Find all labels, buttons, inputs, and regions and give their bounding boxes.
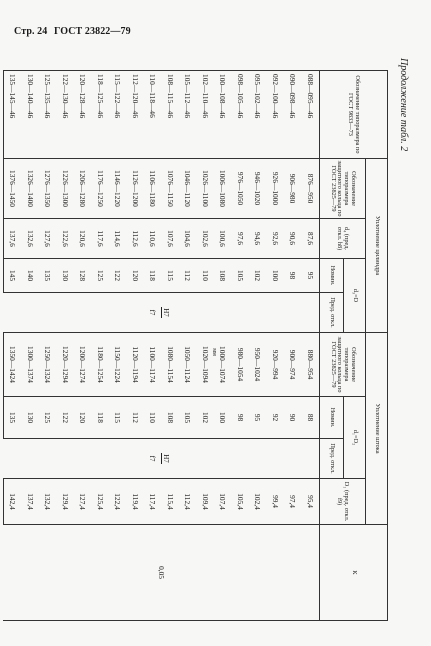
cell-d3-nom: 125 [92, 259, 110, 293]
cell-d1-nom: 112 [127, 397, 145, 439]
cell-D1: 102,4 [249, 479, 267, 525]
cell-cyl-ring: 1376—1450 [4, 159, 22, 219]
cell-d4: 90,6 [284, 219, 302, 259]
cell-d1-nom: 125 [39, 397, 57, 439]
cell-designation: 092—100—46 [267, 71, 285, 159]
cell-rod-ring: 1020—1094 [197, 333, 215, 397]
table-rotator [8, 70, 388, 620]
cell-D1: 117,4 [144, 479, 162, 525]
cell-designation: 125—135—46 [39, 71, 57, 159]
cell-rod-ring: 880—954 [302, 333, 320, 397]
header-d3-dev: Пред. откл. [320, 293, 344, 333]
cell-rod-ring: 1250—1324 [39, 333, 57, 397]
cell-d3-nom: 108 [214, 259, 232, 293]
cell-cyl-ring: 876—950 [302, 159, 320, 219]
cell-D1: 99,4 [267, 479, 285, 525]
cell-D1: 127,4 [74, 479, 92, 525]
fit-bottom: f7 [148, 309, 157, 316]
cell-cyl-ring: 1226—1300 [57, 159, 75, 219]
cell-designation: 102—110—46 [197, 71, 215, 159]
cell-rod-ring: 980—1054 [232, 333, 250, 397]
cell-designation: 135—145—46 [4, 71, 22, 159]
cell-D1: 125,4 [92, 479, 110, 525]
header-d3d: d₃=D [344, 259, 366, 333]
cell-d3-nom: 112 [179, 259, 197, 293]
cell-rod-ring: 1220—1294 [57, 333, 75, 397]
header-D1: D₁ (пред. откл. f9) [320, 479, 366, 525]
header-cyl-ring: Обозначение типоразмера защитного кольца по ГОСТ 23825—79 [320, 159, 366, 219]
cell-d3-nom: 135 [39, 259, 57, 293]
fit-top: H7 [162, 454, 170, 463]
cell-rod-ring: 1050—1124 [179, 333, 197, 397]
cell-rod-ring: 1200—1274 [74, 333, 92, 397]
cell-D1: 105,4 [232, 479, 250, 525]
cell-cyl-ring: 1176—1250 [92, 159, 110, 219]
cell-designation: 112—120—46 [127, 71, 145, 159]
cell-D1: 107,4 [214, 479, 232, 525]
cell-d1-nom: 88 [302, 397, 320, 439]
cell-designation: 095—102—46 [249, 71, 267, 159]
cell-d3-nom: 130 [57, 259, 75, 293]
cell-designation: 105—112—46 [179, 71, 197, 159]
cell-d3-nom: 100 [267, 259, 285, 293]
header-d4: d₄ (пред. откл. h8) [320, 219, 366, 259]
cell-d3-fit [4, 293, 320, 333]
page-number: Стр. 24 [14, 26, 48, 37]
cell-D1: 109,4 [197, 479, 215, 525]
cell-d4: 127,6 [39, 219, 57, 259]
cell-cyl-ring: 1126—1200 [127, 159, 145, 219]
cell-designation: 098—105—46 [232, 71, 250, 159]
cell-rod-ring: 900—974 [284, 333, 302, 397]
cell-d1-nom: 120 [74, 397, 92, 439]
cell-d1-nom: 135 [4, 397, 22, 439]
fit-top: H7 [162, 308, 170, 317]
header-rod-ring: Обозначение типоразмера защитного кольца по ГОСТ 23825—79 [320, 333, 366, 397]
header-d1d2: d₁=D₂ [344, 397, 366, 479]
cell-rod-ring: 1100—1174 [144, 333, 162, 397]
cell-D1: 129,4 [57, 479, 75, 525]
cell-d4: 97,6 [232, 219, 250, 259]
cell-D1: 122,4 [109, 479, 127, 525]
cell-D1: 142,4 [4, 479, 22, 525]
cell-designation: 120—128—46 [74, 71, 92, 159]
cell-D1: 115,4 [162, 479, 180, 525]
cell-d4: 100,6 [214, 219, 232, 259]
cell-d4: 122,6 [57, 219, 75, 259]
cell-d1-fit [4, 439, 320, 479]
header-d1-dev: Пред. откл. [320, 439, 344, 479]
cell-d3-nom: 145 [4, 259, 22, 293]
cell-d3-nom: 105 [232, 259, 250, 293]
cell-cyl-ring: 1006—1080 [214, 159, 232, 219]
header-designation: Обозначение типоразмера по ГОСТ 9833—73 [320, 71, 388, 159]
table-row [302, 71, 320, 621]
cell-d1-nom: 130 [22, 397, 40, 439]
cell-d1-nom: 115 [109, 397, 127, 439]
cell-d3-nom: 140 [22, 259, 40, 293]
header-d1-nom: Номин. [320, 397, 344, 439]
cell-cyl-ring: 976—1050 [232, 159, 250, 219]
cell-d3-nom: 122 [109, 259, 127, 293]
cell-d4: 137,6 [4, 219, 22, 259]
table-body [4, 71, 320, 621]
cell-rod-ring: 950—1024 [249, 333, 267, 397]
cell-cyl-ring: 1076—1150 [162, 159, 180, 219]
cell-D1: 137,4 [22, 479, 40, 525]
cell-rod-ring: 1080—1154 [162, 333, 180, 397]
cell-d1-nom: 98 [232, 397, 250, 439]
standard-code: ГОСТ 23822—79 [54, 26, 131, 37]
cell-designation: 122—130—46 [57, 71, 75, 159]
cell-rod-ring: 1180—1254 [92, 333, 110, 397]
cell-d4: 94,6 [249, 219, 267, 259]
header-d3-nom: Номин. [320, 259, 344, 293]
cell-cyl-ring: 1206—1280 [74, 159, 92, 219]
cell-d4: 120,6 [74, 219, 92, 259]
cell-D1: 97,4 [284, 479, 302, 525]
cell-d3-nom: 115 [162, 259, 180, 293]
cell-d3-nom: 128 [74, 259, 92, 293]
cell-cyl-ring: 946—1020 [249, 159, 267, 219]
page-header [14, 26, 135, 37]
cell-d1-nom: 100 [214, 397, 232, 439]
cell-D1: 112,4 [179, 479, 197, 525]
cell-d3-nom: 98 [284, 259, 302, 293]
cell-d4: 132,6 [22, 219, 40, 259]
cell-designation: 118—125—46 [92, 71, 110, 159]
cell-rod-ring: 920—994 [267, 333, 285, 397]
cell-d3-nom: 102 [249, 259, 267, 293]
cell-cyl-ring: 906—980 [284, 159, 302, 219]
cell-d4: 110,6 [144, 219, 162, 259]
cell-d3-nom: 95 [302, 259, 320, 293]
cell-d4: 102,6 [197, 219, 215, 259]
continuation-label: Продолжение табл. 2 [398, 58, 409, 152]
fit-bottom: f7 [148, 455, 157, 462]
cell-d1-nom: 122 [57, 397, 75, 439]
cell-rod-ring: 1000—1074 [214, 333, 232, 397]
cell-d1-nom: 105 [179, 397, 197, 439]
cell-D1: 132,4 [39, 479, 57, 525]
cell-d3-nom: 110 [197, 259, 215, 293]
cell-designation: 100—108—46 [214, 71, 232, 159]
cell-D1: 95,4 [302, 479, 320, 525]
cell-d4: 114,6 [109, 219, 127, 259]
cell-cyl-ring: 1146—1220 [109, 159, 127, 219]
cell-D1: 119,4 [127, 479, 145, 525]
cell-cyl-ring: 1106—1180 [144, 159, 162, 219]
cell-designation: 110—118—46 [144, 71, 162, 159]
cell-rod-ring: 1120—1194 [127, 333, 145, 397]
cell-rod-ring: 1350—1424 [4, 333, 22, 397]
cell-d1-nom: 92 [267, 397, 285, 439]
cell-d4: 87,6 [302, 219, 320, 259]
cell-d4: 104,6 [179, 219, 197, 259]
cell-cyl-ring: 1026—1100 [197, 159, 215, 219]
cell-rod-ring: 1150—1224 [109, 333, 127, 397]
cell-designation: 108—115—46 [162, 71, 180, 159]
header-k: К [320, 525, 388, 621]
cell-d3-nom: 118 [144, 259, 162, 293]
cell-cyl-ring: 1276—1350 [39, 159, 57, 219]
cell-k-value: 0,05 [4, 525, 320, 621]
cell-d1-nom: 95 [249, 397, 267, 439]
cell-cyl-ring: 1326—1400 [22, 159, 40, 219]
header-rod-group: Уплотнение штока [366, 333, 388, 525]
cell-designation: 090—098—46 [284, 71, 302, 159]
cell-d4: 117,6 [92, 219, 110, 259]
cell-d4: 92,6 [267, 219, 285, 259]
cell-d1-nom: 102 [197, 397, 215, 439]
cell-d4: 112,6 [127, 219, 145, 259]
cell-d1-nom: 90 [284, 397, 302, 439]
cell-designation: 088—095—46 [302, 71, 320, 159]
cell-cyl-ring: 926—1000 [267, 159, 285, 219]
cell-d3-nom: 120 [127, 259, 145, 293]
cell-d1-nom: 110 [144, 397, 162, 439]
cell-d1-nom: 118 [92, 397, 110, 439]
cell-designation: 115—122—46 [109, 71, 127, 159]
cell-d4: 107,6 [162, 219, 180, 259]
header-cylinder-group: Уплотнение цилиндра [366, 159, 388, 333]
units-label: мм [211, 348, 217, 356]
cell-d1-nom: 108 [162, 397, 180, 439]
cell-cyl-ring: 1046—1120 [179, 159, 197, 219]
cell-rod-ring: 1300—1374 [22, 333, 40, 397]
cell-designation: 130—140—46 [22, 71, 40, 159]
dimensions-table [3, 70, 388, 621]
